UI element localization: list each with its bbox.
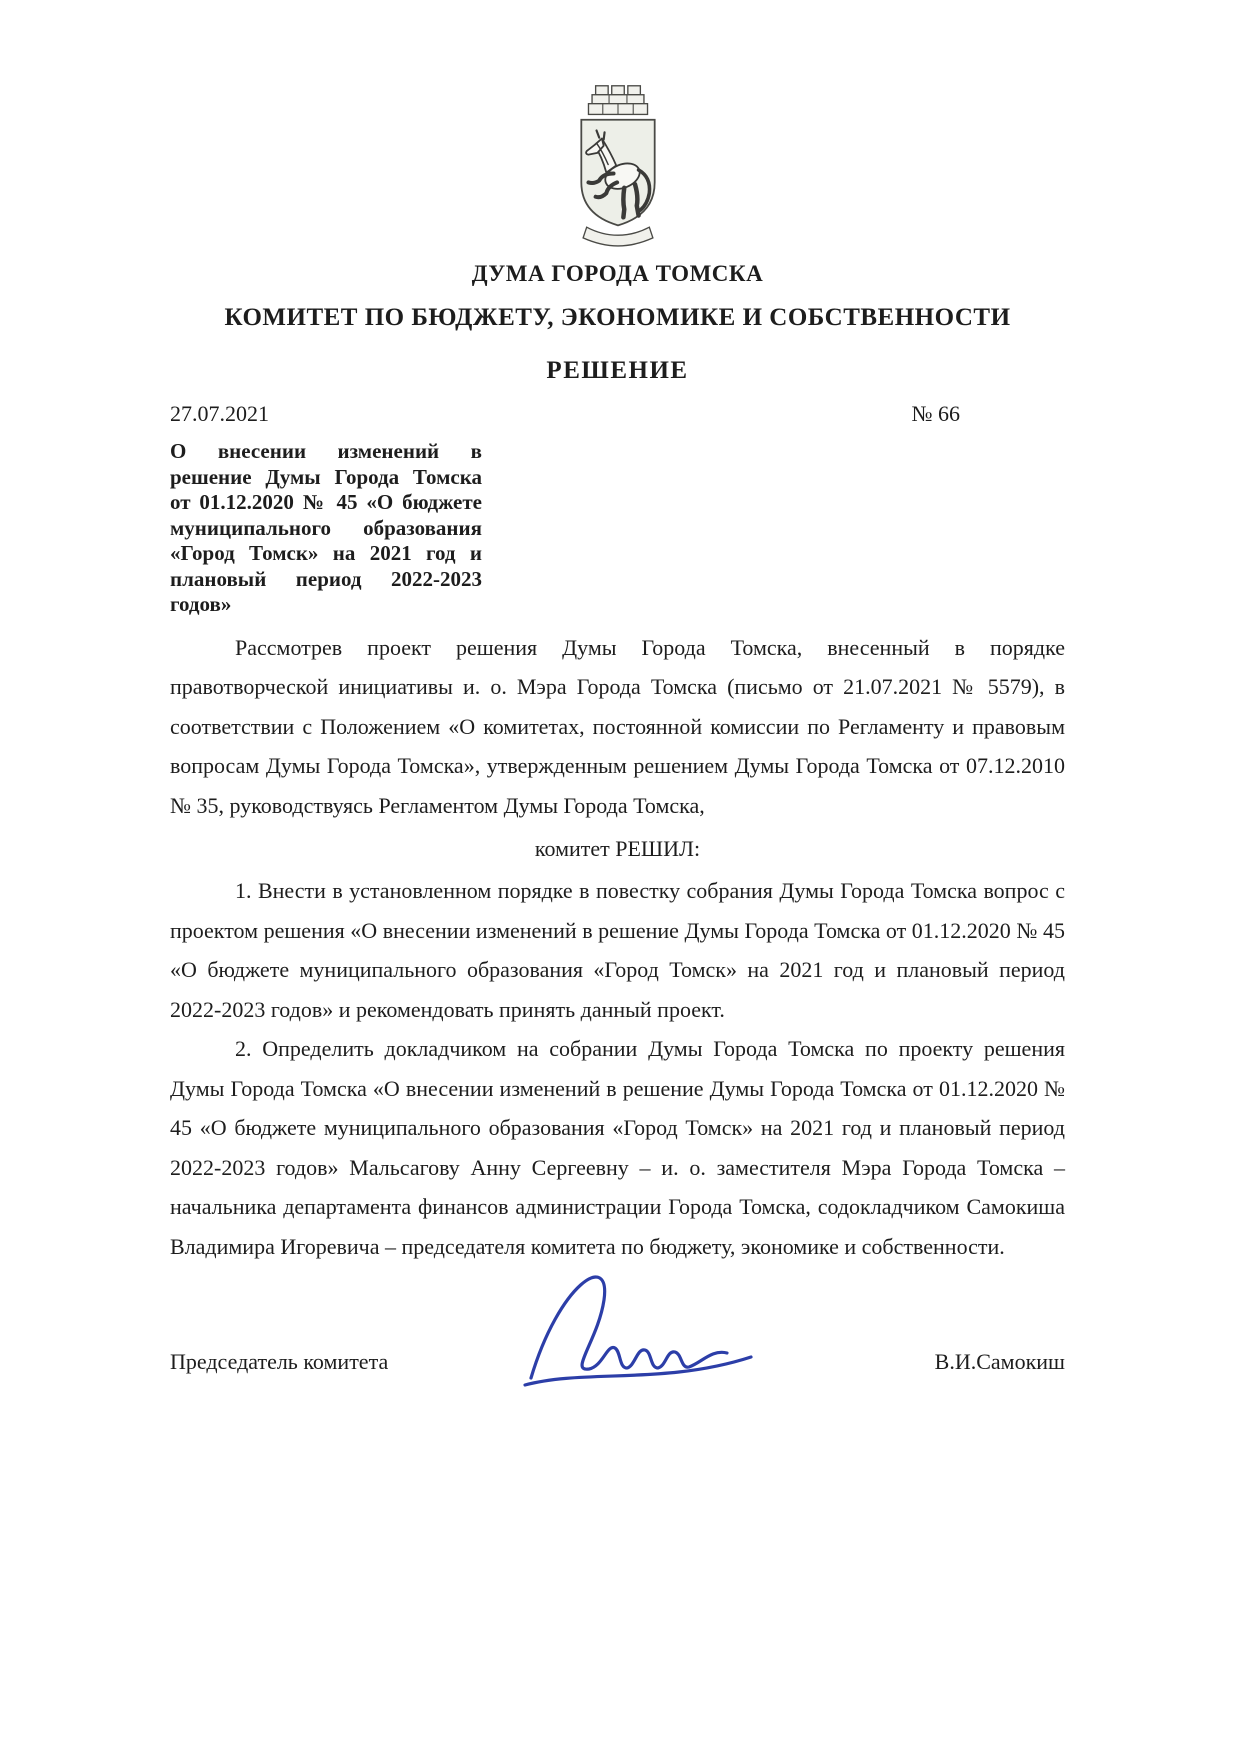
- signatory-name: В.И.Самокиш: [934, 1349, 1065, 1374]
- organization-name: ДУМА ГОРОДА ТОМСКА: [471, 261, 764, 286]
- signature-block: [170, 1348, 1065, 1468]
- resolution-heading: комитет РЕШИЛ:: [534, 836, 701, 861]
- document-meta-row: [170, 400, 1065, 427]
- document-type-heading: РЕШЕНИЕ: [546, 357, 689, 384]
- committee-name: КОМИТЕТ ПО БЮДЖЕТУ, ЭКОНОМИКЕ И СОБСТВЕННОСТИ: [224, 304, 1011, 331]
- resolution-item-1: 1. Внести в установленном порядке в повестку собрания Думы Города Томска вопрос с проектом решения «О внесении изменений в решение Думы Города Томска от 01.12.2020 № 45 «О бюджете муниципального образования «Город Томск» на 2021 год и плановый период 2022-2023 годов» и рекомендовать принять данный проект.: [170, 878, 1065, 1022]
- document-subject: О внесении изменений в решение Думы Города Томска от 01.12.2020 № 45 «О бюджете муниципального образования «Город Томск» на 2021 год и плановый период 2022-2023 годов»: [170, 439, 482, 616]
- resolution-item-2: 2. Определить докладчиком на собрании Думы Города Томска по проекту решения Думы Города Томска «О внесении изменений в решение Думы Города Томска от 01.12.2020 № 45 «О бюджете муниципального образования «Город Томск» на 2021 год и плановый период 2022-2023 годов» Мальсагову Анну Сергеевну – и. о. заместителя Мэра Города Томска – начальника департамента финансов администрации Города Томска, содокладчиком Самокиша Владимира Игоревича – председателя комитета по бюджету, экономике и собственности.: [170, 1036, 1065, 1259]
- mural-crown: [588, 86, 647, 115]
- document-date: 27.07.2021: [170, 401, 269, 426]
- preamble-paragraph: Рассмотрев проект решения Думы Города Томска, внесенный в порядке правотворческой инициативы и. о. Мэра Города Томска (письмо от 21.07.2021 № 5579), в соответствии с Положением «О комитетах, постоянной комиссии по Регламенту и правовым вопросам Думы Города Томска», утвержденным решением Думы Города Томска от 07.12.2010 № 35, руководствуясь Регламентом Думы Города Томска,: [170, 634, 1065, 818]
- document-number: № 66: [911, 401, 960, 426]
- handwritten-signature: [515, 1256, 765, 1406]
- signatory-position: Председатель комитета: [170, 1349, 389, 1374]
- tomsk-coat-of-arms-icon: [566, 84, 670, 254]
- ribbon: [583, 227, 653, 246]
